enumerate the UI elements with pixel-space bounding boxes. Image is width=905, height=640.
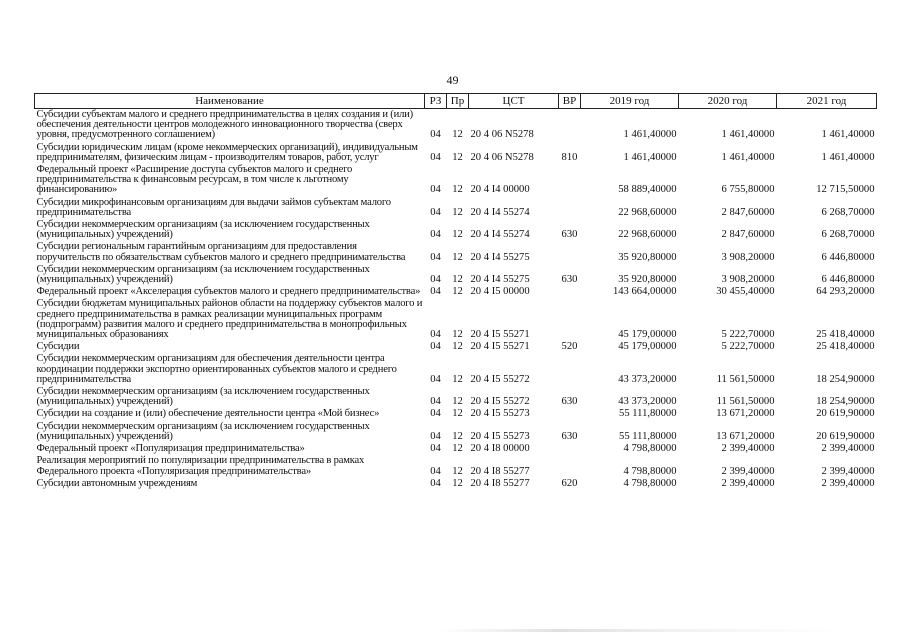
column-header-pr: Пр (447, 94, 469, 109)
row-2021-value: 6 446,80000 (821, 251, 875, 263)
row-vr-cell: 630 (561, 229, 578, 241)
row-cst-cell: 20 4 I5 55271 (470, 341, 530, 353)
row-rz-cell: 04 (430, 274, 441, 286)
row-name-cell: Субсидии некоммерческим организациям для обеспечения деятельности центра координации поддержки экспортно ориентированных субъектов малого и среднего предпринимательства (36, 353, 397, 385)
row-2020-value: 2 399,40000 (721, 465, 775, 477)
table-row (35, 286, 877, 298)
row-name-cell: Субсидии юридическим лицам (кроме некоммерческих организаций), индивидуальным предпринимателям, физическим лицам - производителям товаров, работ, услуг (36, 141, 418, 163)
row-2020-value: 2 847,60000 (721, 229, 775, 241)
row-2019-value: 43 373,20000 (618, 373, 677, 385)
row-rz-cell: 04 (430, 341, 441, 353)
row-2020-value: 1 461,40000 (721, 129, 775, 141)
row-name-cell: Субсидии некоммерческим организациям (за исключением государственных (муниципальных) учреждений) (36, 219, 370, 241)
row-pr-cell: 12 (452, 373, 463, 385)
row-rz-cell: 04 (430, 206, 441, 218)
row-cst-cell: 20 4 I5 55273 (470, 430, 530, 442)
row-2019-value: 45 179,00000 (618, 341, 677, 353)
table-row (35, 478, 877, 490)
row-cst-cell: 20 4 I8 55277 (470, 477, 530, 489)
row-2020-value: 6 755,80000 (721, 184, 775, 196)
row-cst-cell: 20 4 I5 55272 (470, 396, 530, 408)
table-row (35, 241, 877, 263)
row-rz-cell: 04 (430, 151, 441, 163)
row-vr-cell: 520 (561, 341, 578, 353)
row-pr-cell: 12 (452, 274, 463, 286)
row-vr-cell (559, 455, 581, 477)
row-2020-value: 3 908,20000 (721, 251, 775, 263)
row-cst-cell: 20 4 I4 55275 (470, 274, 530, 286)
row-name-cell: Реализация мероприятий по популяризации предпринимательства в рамках Федерального проекта «Популяризация предпринимательства» (36, 455, 365, 477)
row-2020-value: 30 455,40000 (716, 286, 775, 298)
page-number: 49 (446, 73, 459, 87)
row-name-cell: Субсидии субъектам малого и среднего предпринимательства в целях создания и (или) обеспечения деятельности центров молодежного инновационного творчества (сверх уровня, предусмотренного соглашением) (36, 109, 413, 141)
row-2020-value: 13 671,20000 (716, 430, 775, 442)
row-pr-cell: 12 (452, 229, 463, 241)
row-pr-cell: 12 (452, 477, 463, 489)
row-pr-cell: 12 (452, 151, 463, 163)
row-pr-cell: 12 (452, 408, 463, 420)
row-2021-value: 12 715,50000 (816, 184, 875, 196)
row-2021-value: 25 418,40000 (816, 341, 875, 353)
row-2020-value: 1 461,40000 (721, 151, 775, 163)
row-2021-value: 2 399,40000 (821, 465, 875, 477)
row-2019-value: 58 889,40000 (618, 184, 677, 196)
row-name-cell: Федеральный проект «Популяризация предпринимательства» (36, 443, 305, 455)
row-2019-value: 4 798,80000 (623, 465, 677, 477)
row-name-cell: Субсидии бюджетам муниципальных районов области на поддержку субъектов малого и среднего предпринимательства в рамках реализации муниципальных программ (подпрограмм) развития малого и среднего предпринимательства в монопрофильных муниципальных образованиях (36, 298, 423, 341)
table-row (35, 219, 877, 241)
row-cst-cell: 20 4 I5 00000 (470, 286, 530, 298)
row-rz-cell: 04 (430, 477, 441, 489)
row-vr-cell (559, 298, 581, 341)
row-pr-cell: 12 (452, 286, 463, 298)
row-cst-cell: 20 4 I4 00000 (470, 184, 530, 196)
row-pr-cell: 12 (452, 329, 463, 341)
row-2021-value: 64 293,20000 (816, 286, 875, 298)
row-vr-cell (559, 241, 581, 263)
row-2021-value: 20 619,90000 (816, 408, 875, 420)
row-vr-cell (559, 408, 581, 420)
row-2020-value: 2 399,40000 (721, 443, 775, 455)
row-name-cell: Федеральный проект «Расширение доступа субъектов малого и среднего предпринимательства к финансовым ресурсам, в том числе к льготному финансированию» (36, 164, 353, 196)
row-2021-value: 6 446,80000 (821, 274, 875, 286)
row-2021-value: 6 268,70000 (821, 206, 875, 218)
row-name-cell: Федеральный проект «Акселерация субъектов малого и среднего предпринимательства» (36, 286, 421, 298)
row-name-cell: Субсидии некоммерческим организациям (за исключением государственных (муниципальных) учреждений) (36, 386, 370, 408)
table-row (35, 408, 877, 420)
table-row (35, 298, 877, 341)
table-row (35, 109, 877, 142)
row-2020-value: 5 222,70000 (721, 329, 775, 341)
scan-artifact (440, 629, 840, 632)
row-vr-cell: 630 (561, 430, 578, 442)
column-header-rz: РЗ (425, 94, 447, 109)
row-2020-value: 3 908,20000 (721, 274, 775, 286)
row-2021-value: 2 399,40000 (821, 477, 875, 489)
row-pr-cell: 12 (452, 341, 463, 353)
row-name-cell: Субсидии некоммерческим организациям (за исключением государственных (муниципальных) учреждений) (36, 263, 370, 286)
column-header-name: Наименование (35, 94, 425, 109)
row-2019-value: 43 373,20000 (618, 396, 677, 408)
table-row (35, 421, 877, 443)
row-pr-cell: 12 (452, 465, 463, 477)
row-2020-value: 13 671,20000 (716, 408, 775, 420)
table-row (35, 341, 877, 353)
row-2020-value: 5 222,70000 (721, 341, 775, 353)
row-cst-cell: 20 4 06 N5278 (470, 151, 534, 163)
row-pr-cell: 12 (452, 430, 463, 442)
row-2019-value: 22 968,60000 (618, 229, 677, 241)
row-rz-cell: 04 (430, 129, 441, 141)
column-header-cst: ЦСТ (469, 94, 559, 109)
row-vr-cell (559, 353, 581, 386)
row-name-cell: Субсидии автономным учреждениям (36, 477, 198, 489)
row-rz-cell: 04 (430, 184, 441, 196)
row-pr-cell: 12 (452, 206, 463, 218)
row-2020-value: 2 399,40000 (721, 477, 775, 489)
budget-table (34, 93, 877, 490)
row-pr-cell: 12 (452, 251, 463, 263)
table-row (35, 197, 877, 219)
table-row (35, 386, 877, 408)
row-2019-value: 55 111,80000 (619, 430, 677, 442)
row-cst-cell: 20 4 I5 55272 (470, 373, 530, 385)
row-rz-cell: 04 (430, 408, 441, 420)
row-2020-value: 11 561,50000 (716, 396, 775, 408)
row-pr-cell: 12 (452, 129, 463, 141)
row-2019-value: 4 798,80000 (623, 443, 677, 455)
row-2021-value: 25 418,40000 (816, 329, 875, 341)
row-pr-cell: 12 (452, 396, 463, 408)
row-cst-cell: 20 4 I8 00000 (470, 443, 530, 455)
row-rz-cell: 04 (430, 251, 441, 263)
row-vr-cell: 630 (561, 396, 578, 408)
row-2021-value: 2 399,40000 (821, 443, 875, 455)
table-header-row (35, 94, 877, 109)
row-2021-value: 6 268,70000 (821, 229, 875, 241)
row-2019-value: 1 461,40000 (623, 151, 677, 163)
table-row (35, 142, 877, 164)
row-2019-value: 1 461,40000 (623, 129, 677, 141)
table-row (35, 353, 877, 386)
row-name-cell: Субсидии некоммерческим организациям (за исключением государственных (муниципальных) учреждений) (36, 420, 370, 442)
row-rz-cell: 04 (430, 373, 441, 385)
column-header-vr: ВР (559, 94, 581, 109)
row-cst-cell: 20 4 I5 55271 (470, 329, 530, 341)
row-2021-value: 18 254,90000 (816, 396, 875, 408)
row-2019-value: 4 798,80000 (623, 477, 677, 489)
row-cst-cell: 20 4 I8 55277 (470, 465, 530, 477)
row-vr-cell (559, 286, 581, 298)
row-cst-cell: 20 4 I4 55274 (470, 206, 530, 218)
row-rz-cell: 04 (430, 396, 441, 408)
row-cst-cell: 20 4 I4 55275 (470, 251, 530, 263)
row-vr-cell: 810 (561, 151, 578, 163)
row-rz-cell: 04 (430, 465, 441, 477)
row-2019-value: 143 664,00000 (612, 286, 677, 298)
row-rz-cell: 04 (430, 443, 441, 455)
table-row (35, 164, 877, 197)
row-cst-cell: 20 4 06 N5278 (470, 129, 534, 141)
table-row (35, 455, 877, 477)
row-vr-cell (559, 164, 581, 197)
row-2020-value: 2 847,60000 (721, 206, 775, 218)
row-vr-cell: 630 (561, 274, 578, 286)
row-2019-value: 45 179,00000 (618, 329, 677, 341)
row-cst-cell: 20 4 I4 55274 (470, 229, 530, 241)
table-row (35, 443, 877, 455)
row-2020-value: 11 561,50000 (716, 373, 775, 385)
column-header-2021: 2021 год (777, 94, 877, 109)
row-2019-value: 55 111,80000 (619, 408, 677, 420)
row-2021-value: 18 254,90000 (816, 373, 875, 385)
row-vr-cell (559, 109, 581, 142)
row-name-cell: Субсидии микрофинансовым организациям для выдачи займов субъектам малого предпринимательства (36, 196, 391, 218)
row-pr-cell: 12 (452, 443, 463, 455)
row-rz-cell: 04 (430, 430, 441, 442)
row-vr-cell: 620 (561, 477, 578, 489)
row-vr-cell (559, 443, 581, 455)
row-name-cell: Субсидии (36, 341, 80, 353)
row-2019-value: 35 920,80000 (618, 251, 677, 263)
row-2021-value: 20 619,90000 (816, 430, 875, 442)
row-2019-value: 35 920,80000 (618, 274, 677, 286)
row-rz-cell: 04 (430, 229, 441, 241)
row-name-cell: Субсидии на создание и (или) обеспечение деятельности центра «Мой бизнес» (36, 408, 380, 420)
row-name-cell: Субсидии региональным гарантийным организациям для предоставления поручительств по обязательствам субъектов малого и среднего предпринимательства (36, 241, 406, 263)
table-row (35, 264, 877, 286)
row-cst-cell: 20 4 I5 55273 (470, 408, 530, 420)
row-vr-cell (559, 197, 581, 219)
column-header-2019: 2019 год (581, 94, 679, 109)
row-2019-value: 22 968,60000 (618, 206, 677, 218)
row-2021-value: 1 461,40000 (821, 129, 875, 141)
column-header-2020: 2020 год (679, 94, 777, 109)
row-rz-cell: 04 (430, 286, 441, 298)
row-pr-cell: 12 (452, 184, 463, 196)
table-body (35, 109, 877, 490)
row-2021-value: 1 461,40000 (821, 151, 875, 163)
row-rz-cell: 04 (430, 329, 441, 341)
